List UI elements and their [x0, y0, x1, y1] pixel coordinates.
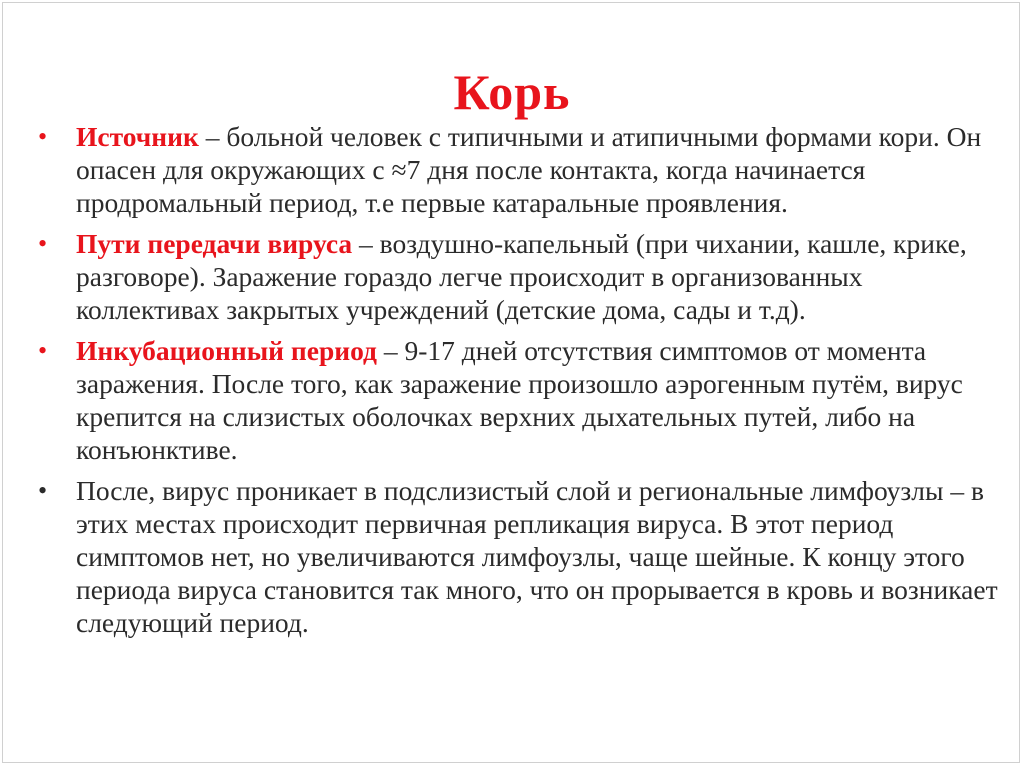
bullet-term: Пути передачи вируса [76, 228, 353, 259]
bullet-marker: • [38, 122, 48, 151]
bullet-text: – 9-17 дней отсутствия симптомов от момента заражения. После того, как заражение произошло аэрогенным путём, вирус крепится на слизистых оболочках верхних дыхательных путей, либо на конъюнктиве. [76, 335, 963, 465]
slide-title: Корь [453, 64, 571, 120]
bullet-marker: • [38, 336, 48, 365]
bullet-term: Инкубационный период [76, 335, 377, 366]
bullet-marker: • [38, 229, 48, 258]
bullet-item-source [38, 120, 998, 219]
bullet-item-incubation [38, 334, 998, 466]
bullet-text: – больной человек с типичными и атипичными формами кори. Он опасен для окружающих с ≈7 дня после контакта, когда начинается продромальный период, т.е первые катаральные проявления. [76, 121, 982, 218]
bullet-text: – воздушно-капельный (при чихании, кашле, крике, разговоре). Заражение гораздо легче происходит в организованных коллективах закрытых учреждений (детские дома, сады и т.д). [76, 228, 967, 325]
bullet-item-after [38, 474, 998, 639]
bullet-list [38, 120, 998, 647]
bullet-item-transmission [38, 227, 998, 326]
bullet-text: После, вирус проникает в подслизистый слой и региональные лимфоузлы – в этих местах происходит первичная репликация вируса. В этот период симптомов нет, но увеличиваются лимфоузлы, чаще шейные. К концу этого периода вируса становится так много, что он прорывается в кровь и возникает следующий период. [76, 475, 998, 638]
bullet-term: Источник [76, 121, 199, 152]
bullet-marker: • [38, 476, 48, 505]
